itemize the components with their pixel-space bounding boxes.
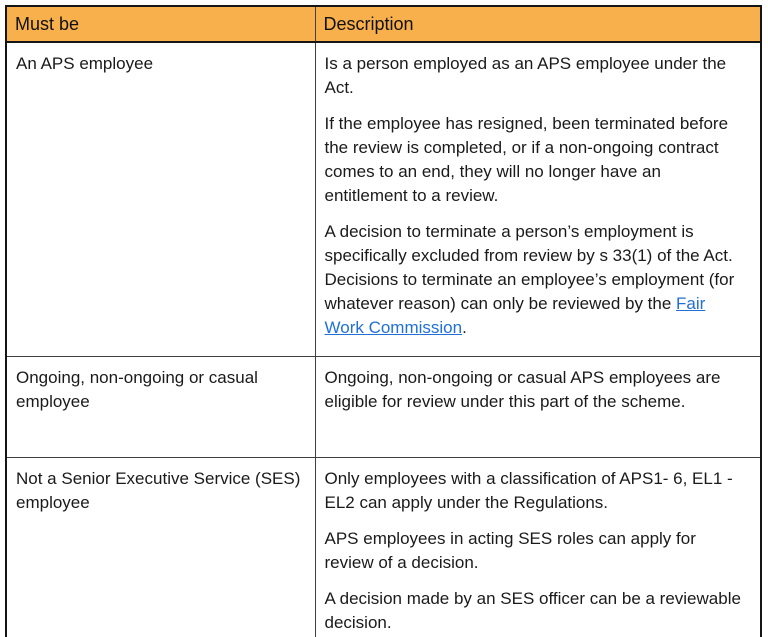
must-be-cell: Ongoing, non-ongoing or casual employee xyxy=(6,357,315,458)
paragraph xyxy=(325,220,749,340)
fair-work-commission-link[interactable]: Fair Work Commission xyxy=(324,294,706,337)
paragraph-text: A decision to terminate a person’s employment is specifically excluded from review by s 33(1) of the Act. Decisions to terminate an employee’s employment (for whatever reason) can only be reviewed by the xyxy=(324,222,735,313)
header-description: Description xyxy=(315,6,761,42)
paragraph: A decision made by an SES officer can be a reviewable decision. xyxy=(324,589,741,632)
table-header-row xyxy=(6,6,761,42)
paragraph: Only employees with a classification of APS1- 6, EL1 - EL2 can apply under the Regulations. xyxy=(324,469,733,512)
table-row xyxy=(6,42,761,357)
header-must-be: Must be xyxy=(6,6,315,42)
description-cell xyxy=(315,458,761,637)
table-row xyxy=(6,458,761,637)
must-be-cell: Not a Senior Executive Service (SES) employee xyxy=(6,458,315,637)
paragraph: Is a person employed as an APS employee under the Act. xyxy=(324,54,727,97)
description-cell xyxy=(315,357,761,458)
eligibility-table xyxy=(5,5,762,637)
paragraph: Ongoing, non-ongoing or casual APS employees are eligible for review under this part of the scheme. xyxy=(324,368,721,411)
paragraph: APS employees in acting SES roles can apply for review of a decision. xyxy=(324,529,696,572)
description-cell xyxy=(315,42,761,357)
must-be-cell: An APS employee xyxy=(6,42,315,357)
paragraph-text: . xyxy=(462,318,467,337)
table-row xyxy=(6,357,761,458)
paragraph: If the employee has resigned, been terminated before the review is completed, or if a non-ongoing contract comes to an end, they will no longer have an entitlement to a review. xyxy=(324,114,729,205)
